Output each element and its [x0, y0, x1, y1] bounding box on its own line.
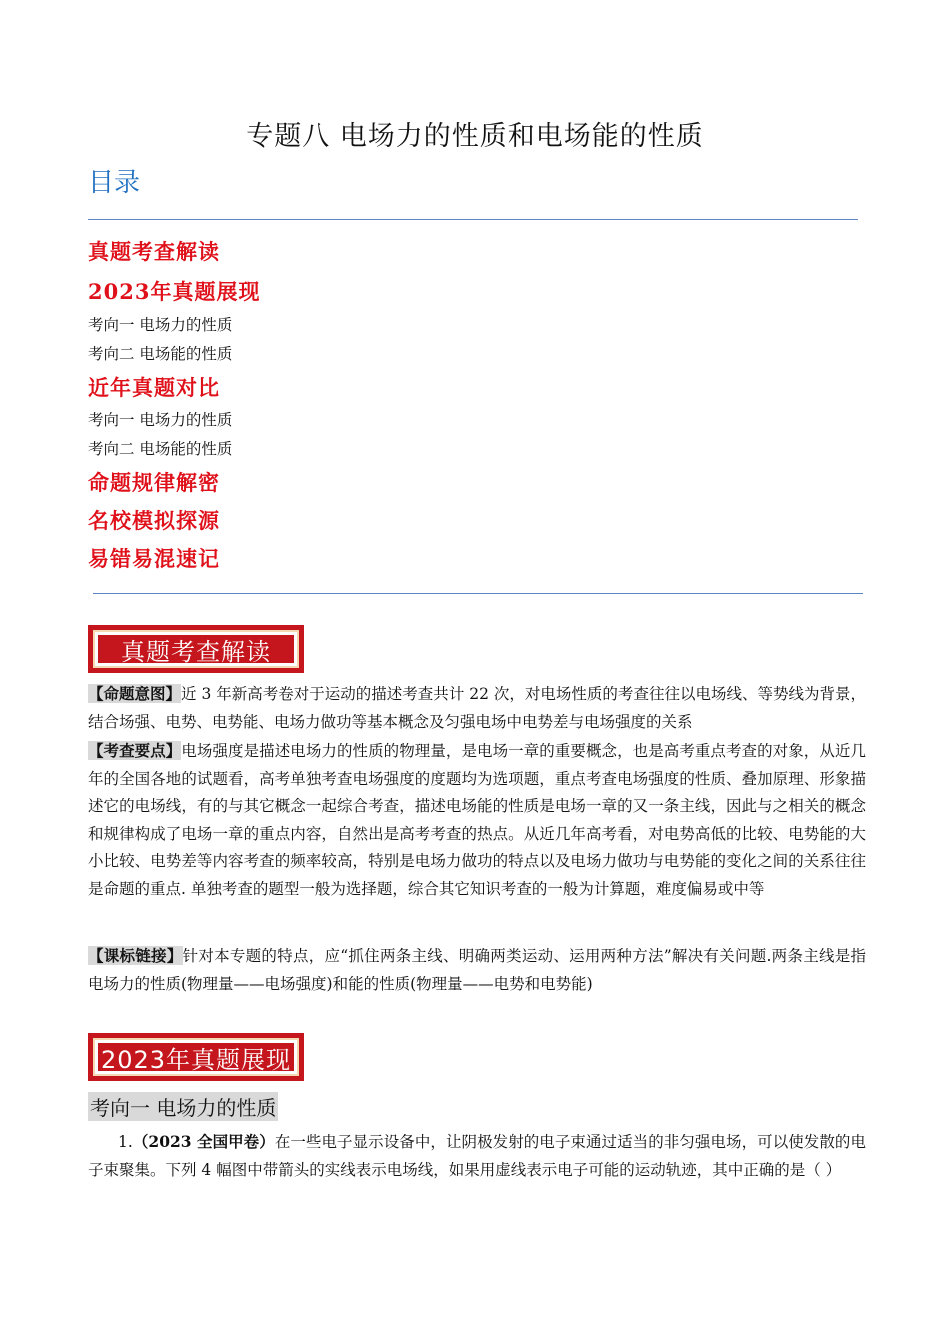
toc-subitem[interactable]: 考向一 电场力的性质: [88, 411, 233, 429]
points-text: 电场强度是描述电场力的性质的物理量，是电场一章的重要概念，也是高考重点考查的对象，从近几年的全国各地的试题看，高考单独考查电场强度的度题均为选项题，重点考查电场强度的性质、叠加原理、形象描述它的电场线，有的与其它概念一起综合考查，描述电场能的性质是电场一章的又一条主线，因此与之相关的概念和规律构成了电场一章的重点内容，自然出是高考考查的热点。从近几年高考看，对电势高低的比较、电势能的大小比较、电势差等内容考查的频率较高，特别是电场力做功的特点以及电场力做功与电势能的变化之间的关系往往是命题的重点. 单独考查的题型一般为选择题，综合其它知识考查的一般为计算题，难度偏易或中等: [88, 742, 866, 898]
toc-subitem[interactable]: 考向一 电场力的性质: [88, 316, 233, 334]
toc-bottom-rule: [93, 593, 863, 594]
intent-tag: 【命题意图】: [88, 684, 182, 703]
toc-heading: 目录: [88, 168, 141, 198]
banner-label: 真题考查解读: [121, 637, 271, 666]
analysis-points: [88, 737, 866, 903]
link-text: 针对本专题的特点，应“抓住两条主线、明确两类运动、运用两种方法”解决有关问题.两条主线是指电场力的性质(物理量——电场强度)和能的性质(物理量——电势和电势能): [88, 947, 866, 993]
toc-item-recent[interactable]: 近年真题对比: [88, 375, 220, 400]
points-tag: 【考查要点】: [88, 741, 182, 760]
section-banner-analysis: [88, 625, 304, 673]
toc-subitem[interactable]: 考向二 电场能的性质: [88, 345, 233, 363]
toc-top-rule: [88, 219, 858, 220]
toc-item-2023[interactable]: 2023年真题展现: [88, 279, 261, 304]
analysis-intent: [88, 680, 866, 736]
question-1: [88, 1128, 866, 1184]
section-heading: 考向一 电场力的性质: [88, 1092, 278, 1121]
toc-item-analysis[interactable]: 真题考查解读: [88, 239, 220, 264]
toc-item-mock[interactable]: 名校模拟探源: [88, 508, 220, 533]
toc-item-errors[interactable]: 易错易混速记: [88, 546, 220, 571]
link-tag: 【课标链接】: [88, 946, 183, 965]
question-text: 在一些电子显示设备中，让阴极发射的电子束通过适当的非匀强电场，可以使发散的电子束聚集。下列 4 幅图中带箭头的实线表示电场线，如果用虚线表示电子可能的运动轨迹，其中正确的是（ ）: [88, 1133, 866, 1179]
analysis-link: [88, 942, 866, 998]
question-source: （2023 全国甲卷）: [132, 1132, 275, 1151]
page-title: 专题八 电场力的性质和电场能的性质: [246, 121, 704, 152]
toc-item-patterns[interactable]: 命题规律解密: [88, 470, 220, 495]
section-banner-2023: [88, 1033, 304, 1081]
banner-label: 2023年真题展现: [100, 1045, 292, 1074]
question-number: 1.: [118, 1133, 133, 1151]
toc-subitem[interactable]: 考向二 电场能的性质: [88, 440, 233, 458]
intent-text: 近 3 年新高考卷对于运动的描述考查共计 22 次，对电场性质的考查往往以电场线、等势线为背景，结合场强、电势、电势能、电场力做功等基本概念及匀强电场中电势差与电场强度的关系: [88, 685, 866, 731]
